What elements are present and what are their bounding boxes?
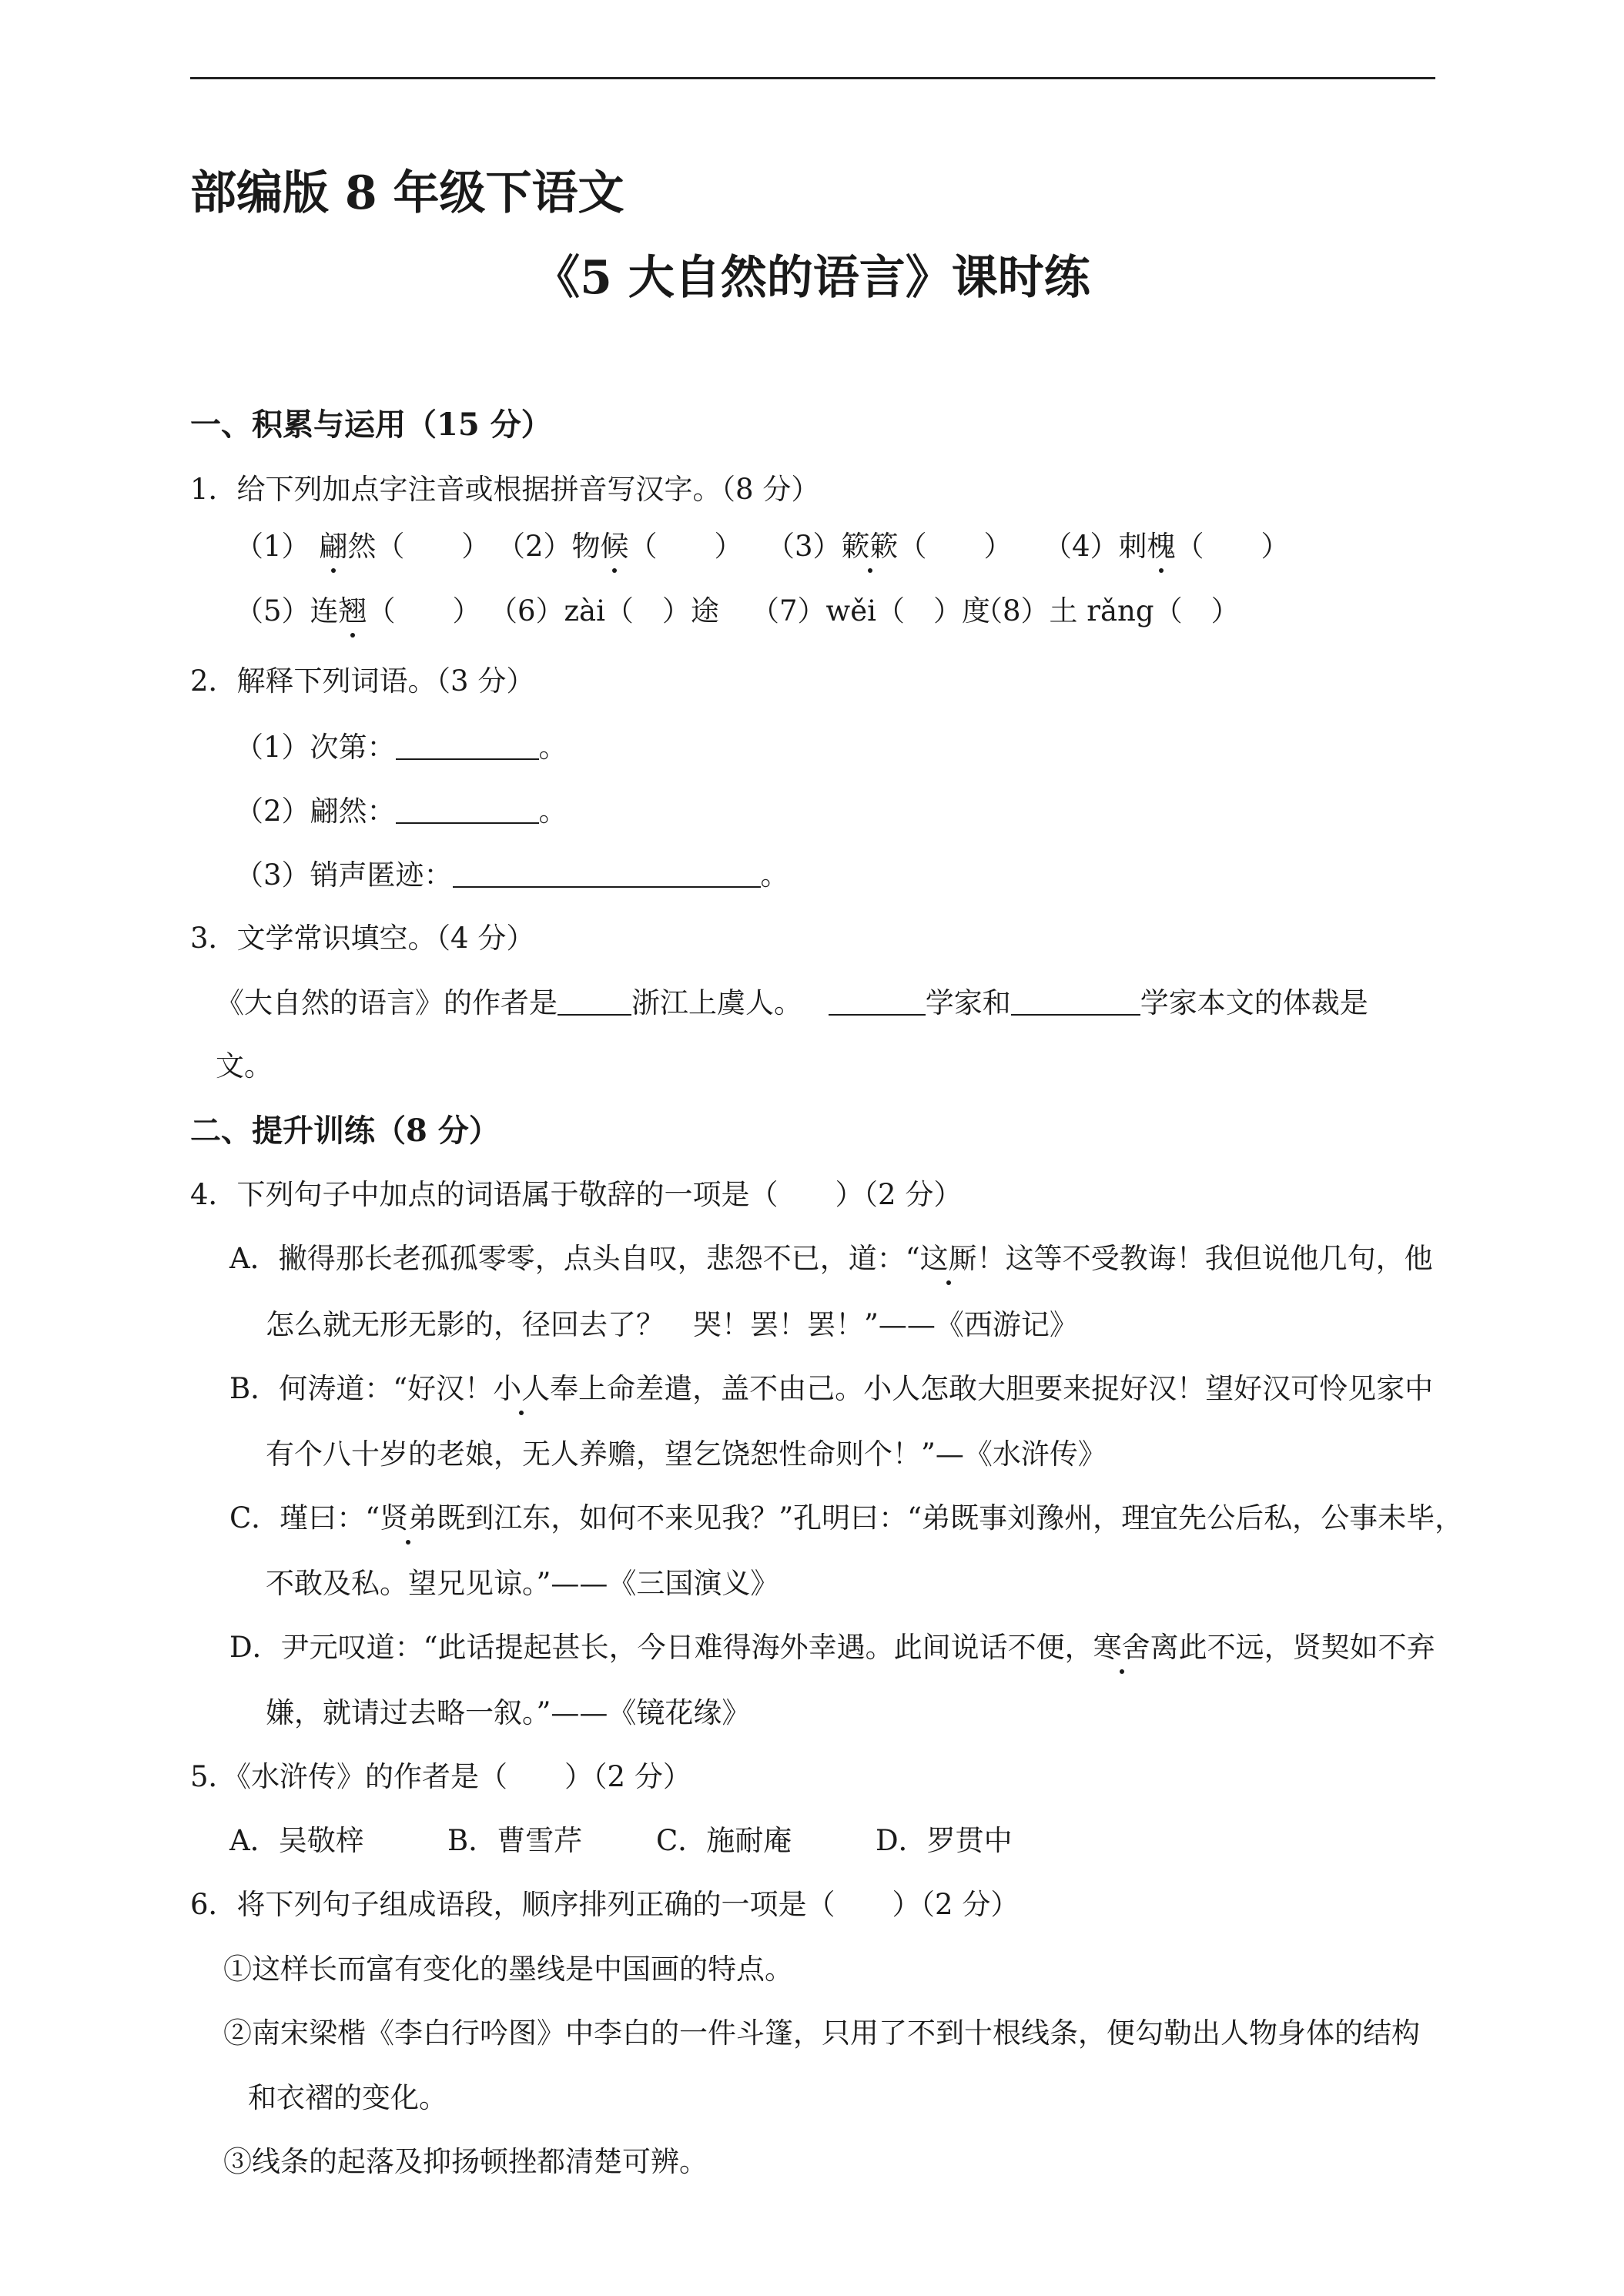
- q4-option-a-line-2: 怎么就无形无影的，径回去了？ 哭！罢！罢！”——《西游记》: [266, 1308, 1078, 1341]
- q1-item-7: （7）wěi（ ）度: [751, 594, 990, 628]
- q4-option-b-line-1: B．何涛道：“好汉！小人奉上命差遣，盖不由己。小人怎敢大胆要来捉好汉！望好汉可怜见家中: [229, 1372, 1434, 1405]
- document-subtitle: 《5 大自然的语言》课时练: [534, 251, 1090, 305]
- q1-row-2: [235, 594, 1240, 628]
- q5-options: [229, 1824, 1013, 1858]
- q4-option-d-line-2: 嫌，就请过去略一叙。”——《镜花缘》: [266, 1696, 751, 1729]
- q2-blank-1[interactable]: [396, 730, 539, 760]
- section-2-heading: 二、提升训练（8 分）: [190, 1113, 500, 1149]
- section-1-heading: 一、积累与运用（15 分）: [190, 407, 552, 443]
- q1-item-1: （1） 翩然（ ）: [235, 530, 491, 563]
- q2-blank-2[interactable]: [396, 794, 539, 824]
- q2-item-2: （2）翩然： 。: [235, 795, 568, 828]
- q5-option-c[interactable]: C．施耐庵: [656, 1824, 792, 1857]
- q2-stem: 2．解释下列词语。（3 分）: [190, 664, 535, 698]
- q5-option-d[interactable]: D．罗贯中: [876, 1824, 1013, 1857]
- q3-blank-field-2[interactable]: [1011, 986, 1140, 1016]
- q1-row-1: [235, 530, 1290, 564]
- q3-blank-author[interactable]: [558, 986, 631, 1016]
- q3-line-2: 文。: [216, 1049, 273, 1083]
- q5-stem: 5．《水浒传》的作者是（ ）（2 分）: [190, 1760, 691, 1793]
- q1-item-2: （2）物候（ ）: [497, 530, 743, 563]
- q2-item-1: （1）次第： 。: [235, 731, 568, 764]
- q6-sentence-2-line-2: 和衣褶的变化。: [248, 2081, 447, 2114]
- q6-sentence-2-line-1: ②南宋梁楷《李白行吟图》中李白的一件斗篷，只用了不到十根线条，便勾勒出人物身体的结构: [223, 2017, 1420, 2050]
- q3-stem: 3．文学常识填空。（4 分）: [190, 922, 535, 955]
- q1-item-6: （6）zài（ ）途: [489, 594, 719, 628]
- q2-blank-3[interactable]: [453, 858, 761, 888]
- q1-item-4: （4）刺槐（ ）: [1043, 530, 1290, 563]
- q3-line-1: 《大自然的语言》的作者是 浙江上虞人。 学家和 学家本文的体裁是: [216, 986, 1368, 1019]
- q1-item-3: （3）簌簌（ ）: [766, 530, 1013, 563]
- q4-option-c-line-2: 不敢及私。望兄见谅。”——《三国演义》: [266, 1567, 779, 1600]
- q6-sentence-3: ③线条的起落及抑扬顿挫都清楚可辨。: [223, 2145, 708, 2178]
- q4-stem: 4．下列句子中加点的词语属于敬辞的一项是（ ）（2 分）: [190, 1178, 963, 1211]
- q2-item-3: （3）销声匿迹： 。: [235, 858, 789, 892]
- q1-stem: 1．给下列加点字注音或根据拼音写汉字。（8 分）: [190, 473, 820, 506]
- header-rule: [190, 77, 1435, 79]
- q4-option-d-line-1: D．尹元叹道：“此话提起甚长，今日难得海外幸遇。此间说话不便，寒舍离此不远，贤契如不弃: [229, 1631, 1435, 1664]
- document-title: 部编版 8 年级下语文: [190, 166, 624, 220]
- q5-option-a[interactable]: A．吴敬梓: [229, 1824, 364, 1857]
- q6-sentence-1: ①这样长而富有变化的墨线是中国画的特点。: [223, 1953, 793, 1986]
- q4-option-b-line-2: 有个八十岁的老娘，无人养赡，望乞饶恕性命则个！”—《水浒传》: [266, 1438, 1107, 1471]
- q4-option-c-line-1: C．瑾曰：“贤弟既到江东，如何不来见我？”孔明曰：“弟既事刘豫州，理宜先公后私，公事未毕，: [229, 1501, 1464, 1535]
- q3-blank-field-1[interactable]: [829, 986, 926, 1016]
- q1-item-8: （8）土 rǎng（ ）: [974, 594, 1240, 628]
- q5-option-b[interactable]: B．曹雪芹: [447, 1824, 583, 1857]
- q1-item-5: （5）连翘（ ）: [235, 594, 481, 628]
- q6-stem: 6．将下列句子组成语段，顺序排列正确的一项是（ ）（2 分）: [190, 1888, 1020, 1921]
- q4-option-a-line-1: A．撇得那长老孤孤零零，点头自叹，悲怨不已，道：“这厮！这等不受教诲！我但说他几句，他: [229, 1242, 1433, 1275]
